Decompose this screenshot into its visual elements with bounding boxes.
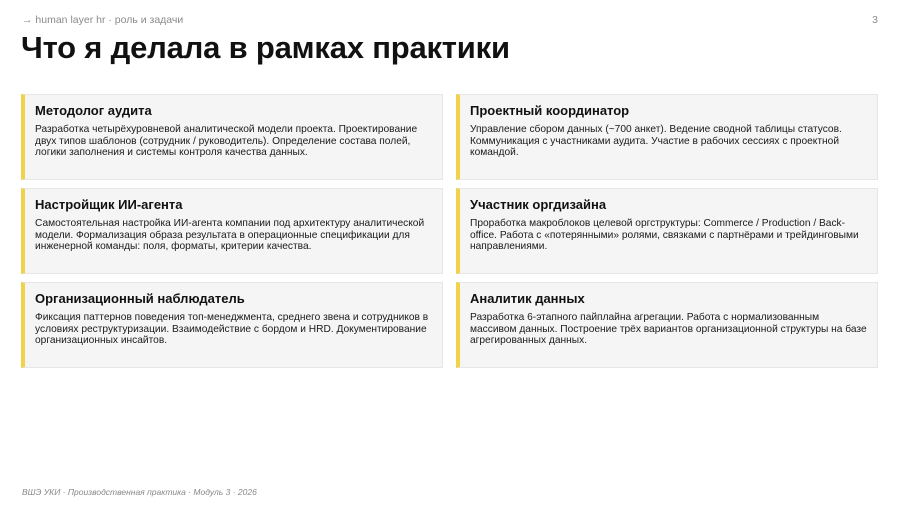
page-number: 3: [872, 14, 878, 26]
card-title: Участник оргдизайна: [470, 197, 607, 212]
card-title: Аналитик данных: [470, 291, 585, 306]
card-data-analyst: [456, 282, 878, 368]
card-text: Разработка 6-этапного пайплайна агрегации. Работа с нормализованным массивом данных. Построение трёх вариантов организационной структуры на базе агрегированных данных.: [470, 312, 867, 347]
card-text: Проработка макроблоков целевой оргструктуры: Commerce / Production / Back-office. Работа с «потерянными» ролями, связками с партнёрами и трейдинговыми направлениями.: [470, 218, 859, 253]
card-org-design-participant: [456, 188, 878, 274]
card-text: Разработка четырёхуровневой аналитической модели проекта. Проектирование двух типов шаблонов (сотрудник / руководитель). Определение состава полей, логики заполнения и системы контроля качества данных.: [35, 124, 418, 159]
card-title: Организационный наблюдатель: [35, 291, 245, 306]
role-cards-grid: [21, 94, 878, 368]
card-title: Настройщик ИИ-агента: [35, 197, 183, 212]
card-organizational-observer: [21, 282, 443, 368]
card-text: Управление сбором данных (~700 анкет). Ведение сводной таблицы статусов. Коммуникация с участниками аудита. Участие в рабочих сессиях с проектной командой.: [470, 124, 842, 159]
footer-text: ВШЭ УКИ · Производственная практика · Модуль 3 · 2026: [22, 487, 257, 497]
card-text: Самостоятельная настройка ИИ-агента компании под архитектуру аналитической модели. Формализация образа результата в операционные спецификации для инженерной команды: поля, форматы, критерии качества.: [35, 218, 425, 253]
card-project-coordinator: [456, 94, 878, 180]
card-title: Проектный координатор: [470, 103, 630, 118]
card-text: Фиксация паттернов поведения топ-менеджмента, среднего звена и сотрудников в условиях реструктуризации. Взаимодействие с бордом и HRD. Документирование организационных инсайтов.: [35, 312, 429, 347]
card-audit-methodologist: [21, 94, 443, 180]
card-title: Методолог аудита: [35, 103, 152, 118]
page-title: Что я делала в рамках практики: [21, 30, 510, 65]
breadcrumb: → human layer hr · роль и задачи: [22, 14, 184, 26]
card-ai-agent-configurator: [21, 188, 443, 274]
